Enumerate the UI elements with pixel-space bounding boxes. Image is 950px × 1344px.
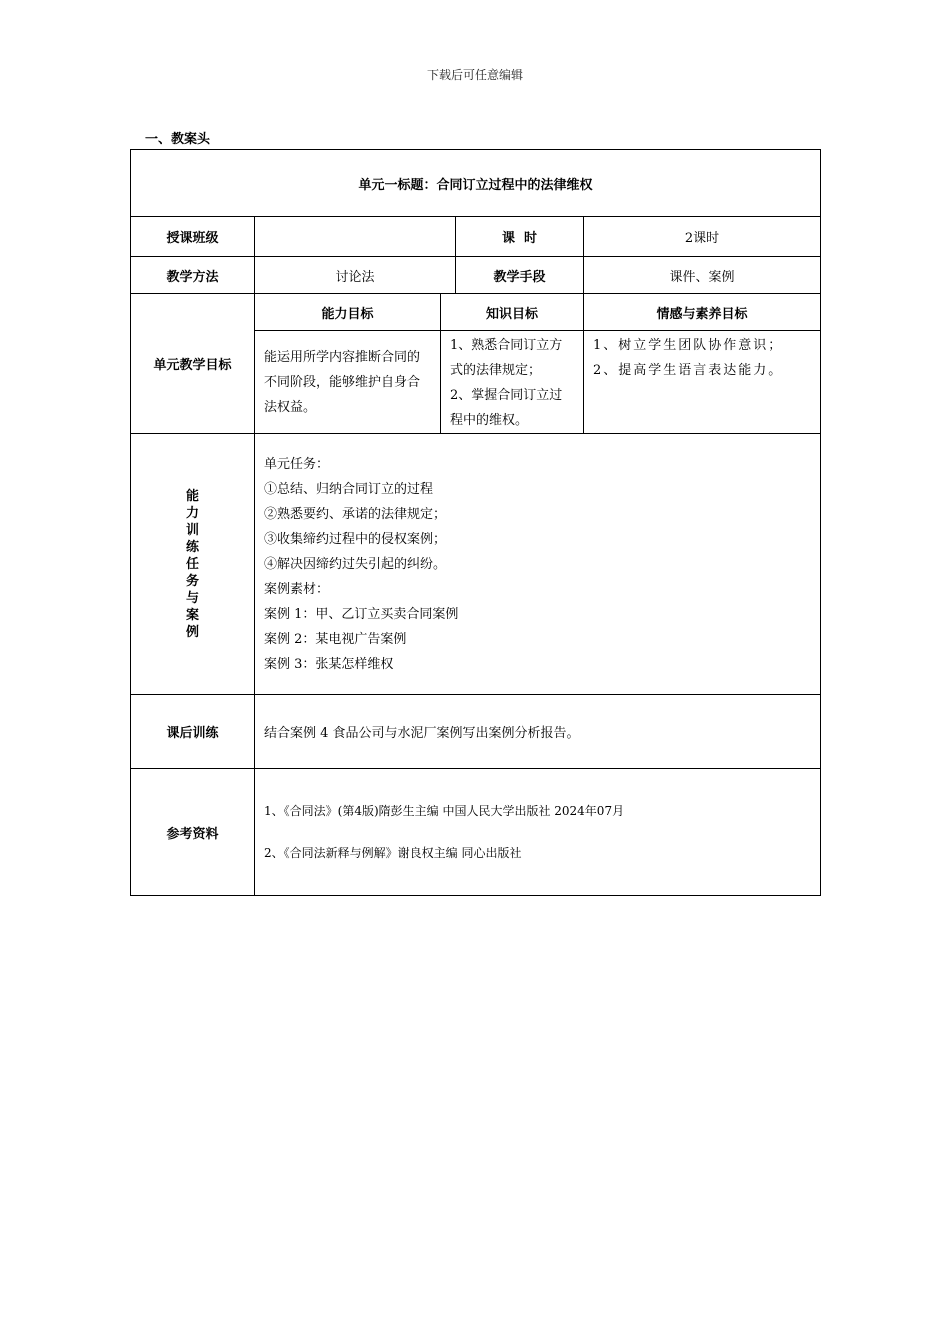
means-label: 教学手段 — [456, 257, 584, 294]
tasks-label-char: 训 — [185, 522, 199, 538]
unit-title: 单元一标题：合同订立过程中的法律维权 — [131, 150, 821, 217]
task-line: 单元任务： — [264, 456, 330, 472]
tasks-content — [255, 434, 821, 695]
task-line: ③收集缔约过程中的侵权案例； — [264, 531, 447, 547]
goal-header-emotion: 情感与素养目标 — [584, 294, 821, 331]
task-line: ④解决因缔约过失引起的纠纷。 — [264, 556, 447, 572]
tasks-label-char: 与 — [185, 590, 199, 606]
tasks-label-char: 能 — [185, 488, 199, 504]
refs-label: 参考资料 — [131, 769, 255, 896]
task-line: 案例 2：某电视广告案例 — [264, 631, 407, 647]
goals-label: 单元教学目标 — [131, 294, 255, 434]
lesson-plan-table — [130, 149, 821, 896]
tasks-label-char: 练 — [185, 539, 199, 555]
task-line: 案例 1：甲、乙订立买卖合同案例 — [264, 606, 459, 622]
method-label: 教学方法 — [131, 257, 255, 294]
ref-line: 2、《合同法新释与例解》谢良权主编 同心出版社 — [264, 846, 522, 860]
class-label: 授课班级 — [131, 217, 255, 257]
class-value — [255, 217, 456, 257]
hours-label: 课 时 — [456, 217, 584, 257]
refs-content — [255, 769, 821, 896]
task-line: ②熟悉要约、承诺的法律规定； — [264, 506, 447, 522]
goal-emotion — [584, 331, 821, 434]
goal-knowledge-line: 1、熟悉合同订立方式的法律规定； — [450, 338, 563, 378]
goal-knowledge-line: 2、掌握合同订立过程中的维权。 — [450, 388, 563, 428]
tasks-label-char: 力 — [185, 505, 199, 521]
goal-emotion-line: 1、树立学生团队协作意识； — [593, 338, 784, 353]
section-title: 一、教案头 — [145, 132, 211, 147]
ref-spacer — [264, 821, 811, 843]
tasks-label-char: 案 — [185, 607, 199, 623]
task-line: 案例 3：张某怎样维权 — [264, 656, 394, 672]
homework-label: 课后训练 — [131, 695, 255, 769]
means-value: 课件、案例 — [584, 257, 821, 294]
goal-emotion-line: 2、提高学生语言表达能力。 — [593, 363, 784, 378]
tasks-label — [131, 434, 255, 695]
task-line: 案例素材： — [264, 581, 330, 597]
goal-header-knowledge: 知识目标 — [441, 294, 584, 331]
header-note: 下载后可任意编辑 — [426, 68, 523, 82]
task-line: ①总结、归纳合同订立的过程 — [264, 481, 434, 497]
tasks-label-char: 任 — [185, 556, 199, 572]
tasks-label-char: 例 — [185, 624, 199, 640]
goal-header-ability: 能力目标 — [255, 294, 441, 331]
ref-line: 1、《合同法》(第4版)隋彭生主编 中国人民大学出版社 2024年07月 — [264, 804, 625, 818]
hours-value: 2课时 — [584, 217, 821, 257]
tasks-label-char: 务 — [185, 573, 199, 589]
homework-value: 结合案例 4 食品公司与水泥厂案例写出案例分析报告。 — [255, 695, 821, 769]
method-value: 讨论法 — [255, 257, 456, 294]
goal-ability: 能运用所学内容推断合同的不同阶段，能够维护自身合法权益。 — [255, 331, 441, 434]
goal-knowledge — [441, 331, 584, 434]
